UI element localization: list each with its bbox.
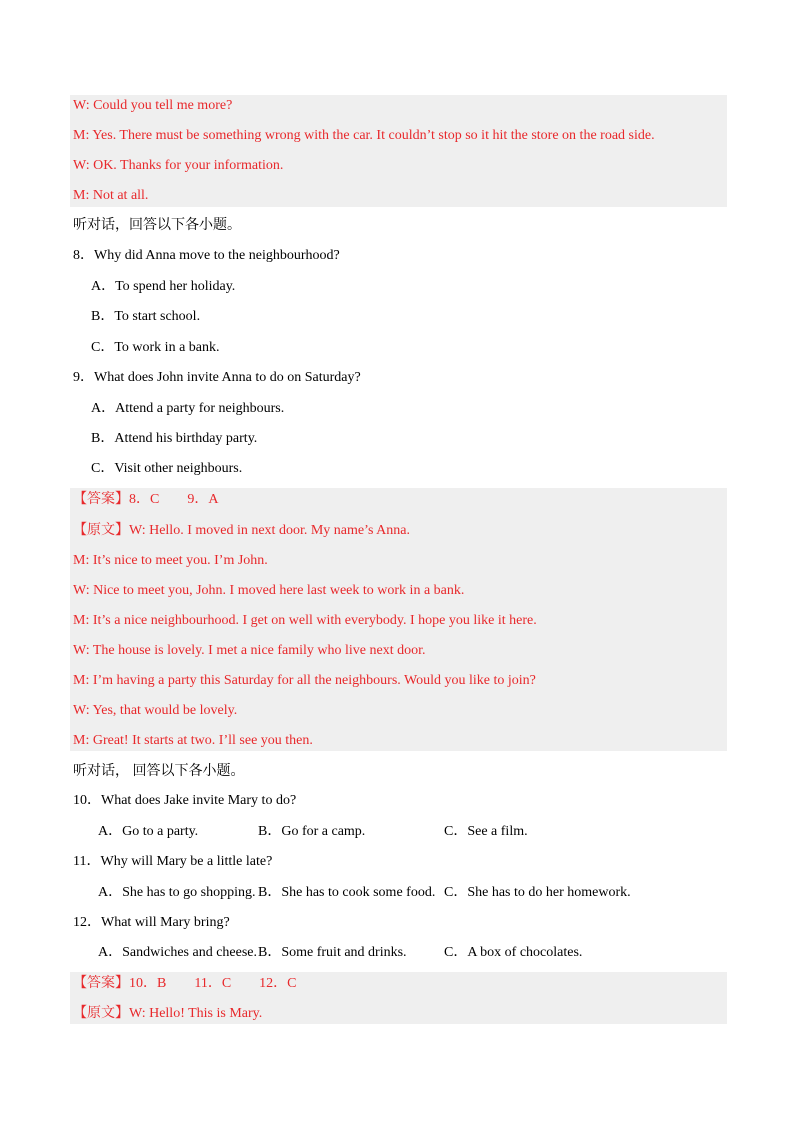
script-line: M: Great! It starts at two. I’ll see you then.	[73, 733, 313, 748]
question-9-option-a: A．Attend a party for neighbours.	[91, 401, 285, 416]
question-11-option-c: C．She has to do her homework.	[444, 885, 631, 900]
question-10-option-c: C．See a film.	[444, 824, 528, 839]
question-10-option-b: B．Go for a camp.	[258, 824, 366, 839]
script-text: W: Hello. I moved in next door. My name’s Anna.	[129, 523, 410, 538]
answer-tag: 【答案】	[73, 492, 129, 507]
question-10-stem: 10．What does Jake invite Mary to do?	[73, 793, 297, 808]
question-9-option-c: C．Visit other neighbours.	[91, 461, 243, 476]
script-tag: 【原文】	[73, 1006, 129, 1021]
script-line	[73, 1004, 262, 1024]
transcript-line: M: Yes. There must be something wrong with the car. It couldn’t stop so it hit the store on the road side.	[73, 128, 655, 143]
script-line	[73, 521, 410, 541]
script-line: W: Nice to meet you, John. I moved here last week to work in a bank.	[73, 583, 465, 598]
section-instruction: 听对话，回答以下各小题。	[73, 218, 241, 233]
answer-line	[73, 490, 218, 510]
question-8-stem: 8．Why did Anna move to the neighbourhood?	[73, 248, 340, 263]
question-10-option-a: A．Go to a party.	[98, 824, 199, 839]
question-11-option-b: B．She has to cook some food.	[258, 885, 436, 900]
script-tag: 【原文】	[73, 523, 129, 538]
script-line: M: It’s a nice neighbourhood. I get on well with everybody. I hope you like it here.	[73, 613, 537, 628]
script-line: W: The house is lovely. I met a nice family who live next door.	[73, 643, 426, 658]
question-12-stem: 12．What will Mary bring?	[73, 915, 230, 930]
question-8-option-b: B．To start school.	[91, 309, 201, 324]
answer-text: 10．B 11．C 12．C	[129, 976, 297, 991]
question-9-stem: 9．What does John invite Anna to do on Saturday?	[73, 370, 361, 385]
question-12-option-c: C．A box of chocolates.	[444, 945, 583, 960]
script-text: W: Hello! This is Mary.	[129, 1006, 263, 1021]
question-8-option-a: A．To spend her holiday.	[91, 279, 236, 294]
script-line: M: It’s nice to meet you. I’m John.	[73, 553, 268, 568]
section-instruction: 听对话， 回答以下各小题。	[73, 764, 245, 779]
question-11-stem: 11．Why will Mary be a little late?	[73, 854, 273, 869]
question-12-option-a: A．Sandwiches and cheese.	[98, 945, 258, 960]
transcript-line: M: Not at all.	[73, 188, 149, 203]
answer-tag: 【答案】	[73, 976, 129, 991]
script-line: M: I’m having a party this Saturday for all the neighbours. Would you like to join?	[73, 673, 536, 688]
question-8-option-c: C．To work in a bank.	[91, 340, 220, 355]
transcript-line: W: OK. Thanks for your information.	[73, 158, 284, 173]
question-12-option-b: B．Some fruit and drinks.	[258, 945, 407, 960]
answer-text: 8．C 9．A	[129, 492, 219, 507]
answer-line	[73, 974, 297, 994]
script-line: W: Yes, that would be lovely.	[73, 703, 238, 718]
transcript-line: W: Could you tell me more?	[73, 98, 233, 113]
question-9-option-b: B．Attend his birthday party.	[91, 431, 258, 446]
question-11-option-a: A．She has to go shopping.	[98, 885, 256, 900]
